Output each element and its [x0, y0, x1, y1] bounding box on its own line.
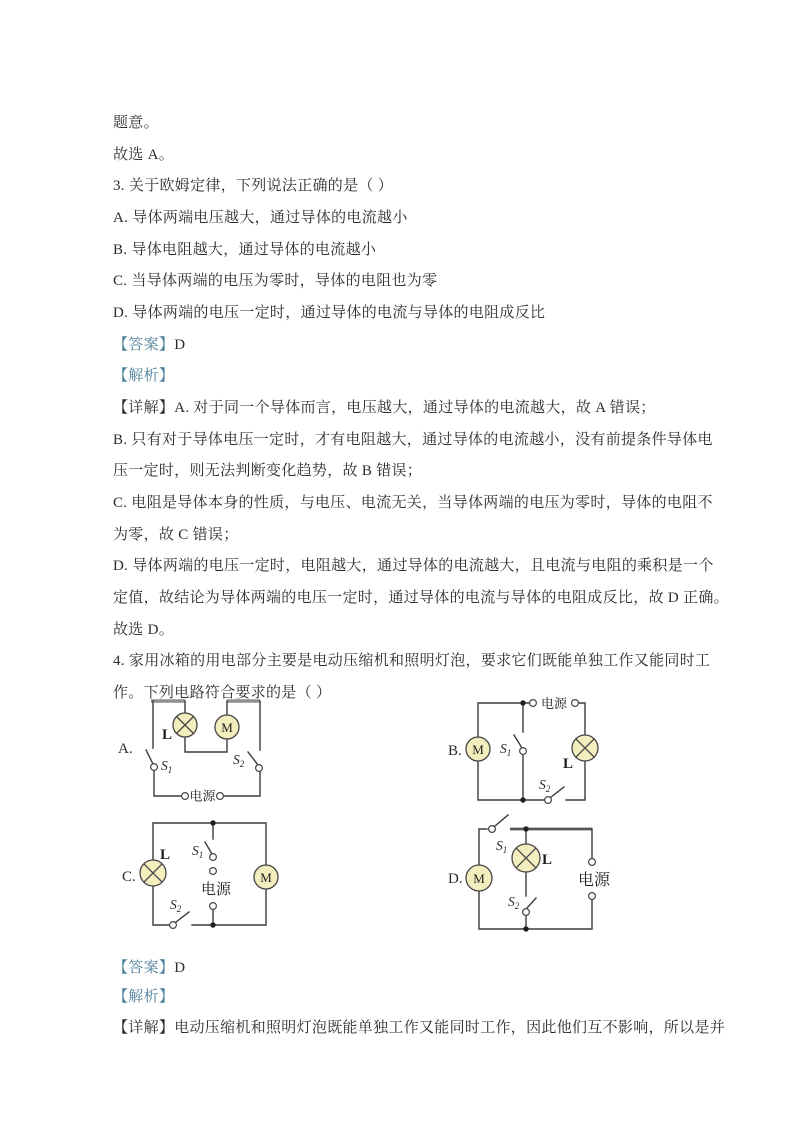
switch-terminal: [523, 909, 530, 916]
switch-lever: [248, 752, 258, 765]
switch-terminal: [520, 748, 527, 755]
option-b-label: B.: [448, 743, 462, 759]
switch-lever: [551, 787, 564, 797]
junction-dot: [523, 926, 528, 931]
text-line-topic: 题意。: [113, 115, 159, 131]
switch-lever: [514, 735, 522, 748]
power-source-label: 电源: [189, 788, 216, 804]
question4-detail: 【详解】电动压缩机和照明灯泡既能单独工作又能同时工作，因此他们互不影响，所以是并: [113, 1020, 726, 1036]
lamp-label: L: [541, 852, 553, 868]
option-a-label: A.: [118, 741, 133, 757]
power-terminal: [530, 700, 537, 707]
switch-s2-label: $S_2$: [539, 777, 551, 794]
question4-answer-line: [113, 957, 185, 979]
answer-value: D: [174, 960, 186, 976]
motor-letter: M: [221, 720, 233, 735]
power-terminal: [210, 903, 217, 910]
question3-option-a: A. 导体两端电压越大，通过导体的电流越小: [113, 210, 408, 226]
switch-s2-label: $S_2$: [233, 752, 245, 769]
switch-lever: [495, 815, 508, 826]
question3-detail-a: 【详解】A. 对于同一个导体而言，电压越大，通过导体的电流越大，故 A 错误；: [113, 400, 656, 416]
power-terminal: [217, 793, 224, 800]
circuit-option-b: [440, 692, 618, 812]
question3-detail-c2: 为零，故 C 错误；: [113, 527, 239, 543]
switch-s2-label: $S_2$: [170, 897, 182, 914]
answer-label: 【答案】: [113, 960, 175, 976]
circuit-option-d: [438, 803, 618, 938]
option-c-label: C.: [122, 869, 136, 885]
motor-letter: M: [260, 870, 272, 885]
question3-detail-b2: 压一定时，则无法判断变化趋势，故 B 错误；: [113, 463, 423, 479]
switch-s2-label: $S_2$: [508, 894, 520, 911]
question3-stem: 3. 关于欧姆定律，下列说法正确的是（ ）: [113, 178, 394, 194]
motor-letter: M: [473, 871, 485, 886]
junction-dot: [523, 826, 528, 831]
junction-dot: [520, 797, 525, 802]
switch-terminal: [256, 765, 263, 772]
question3-detail-b1: B. 只有对于导体电压一定时，才有电阻越大，通过导体的电流越小，没有前提条件导体电: [113, 432, 713, 448]
question3-option-b: B. 导体电阻越大，通过导体的电流越小: [113, 242, 377, 258]
question4-stem-1: 4. 家用冰箱的用电部分主要是电动压缩机和照明灯泡，要求它们既能单独工作又能同时工: [113, 653, 711, 669]
question3-answer-line: [113, 334, 185, 356]
switch-terminal: [151, 764, 158, 771]
switch-s1-label: $S_1$: [161, 758, 173, 775]
junction-dot: [520, 700, 525, 705]
circuit-option-c: [108, 813, 286, 935]
power-source-label: 电源: [200, 882, 232, 898]
wire: [153, 701, 260, 796]
switch-lever: [146, 750, 153, 764]
text-line-choose-a: 故选 A。: [113, 147, 175, 163]
switch-terminal: [170, 922, 177, 929]
question4-stem-2: 作。下列电路符合要求的是（ ）: [113, 685, 332, 701]
switch-s1-label: $S_1$: [500, 741, 512, 758]
question3-detail-c1: C. 电阻是导体本身的性质，与电压、电流无关，当导体两端的电压为零时，导体的电阻不: [113, 495, 713, 511]
question3-conclusion: 故选 D。: [113, 622, 175, 638]
motor-letter: M: [472, 742, 484, 757]
switch-terminal: [210, 854, 217, 861]
power-terminal: [589, 859, 596, 866]
lamp-label: L: [562, 756, 574, 772]
switch-s1-label: $S_1$: [192, 843, 204, 860]
junction-dot: [210, 922, 215, 927]
analysis-label: 【解析】: [113, 989, 175, 1005]
question3-analysis-line: [113, 365, 174, 387]
answer-label: 【答案】: [113, 337, 175, 353]
lamp-label: L: [161, 727, 173, 743]
switch-lever: [527, 898, 536, 908]
question3-option-d: D. 导体两端的电压一定时，通过导体的电流与导体的电阻成反比: [113, 305, 546, 321]
power-source-label: 电源: [540, 696, 568, 711]
option-d-label: D.: [448, 871, 463, 887]
power-terminal: [210, 868, 217, 875]
question3-option-c: C. 当导体两端的电压为零时，导体的电阻也为零: [113, 273, 438, 289]
circuit-option-a: [105, 688, 280, 813]
power-terminal: [182, 793, 189, 800]
switch-lever: [205, 842, 212, 854]
switch-terminal: [489, 826, 496, 833]
question4-analysis-line: [113, 986, 174, 1008]
analysis-label: 【解析】: [113, 368, 175, 384]
power-terminal: [572, 700, 579, 707]
power-source-label: 电源: [577, 872, 611, 889]
answer-value: D: [174, 337, 186, 353]
power-terminal: [589, 893, 596, 900]
switch-s1-label: $S_1$: [496, 838, 508, 855]
lamp-label: L: [159, 847, 171, 863]
junction-dot: [210, 820, 215, 825]
question3-detail-d2: 定值，故结论为导体两端的电压一定时，通过导体的电流与导体的电阻成反比，故 D 正确。: [113, 590, 729, 606]
wire: [478, 703, 585, 800]
question3-detail-d1: D. 导体两端的电压一定时，电阻越大，通过导体的电流越大，且电流与电阻的乘积是一个: [113, 558, 714, 574]
